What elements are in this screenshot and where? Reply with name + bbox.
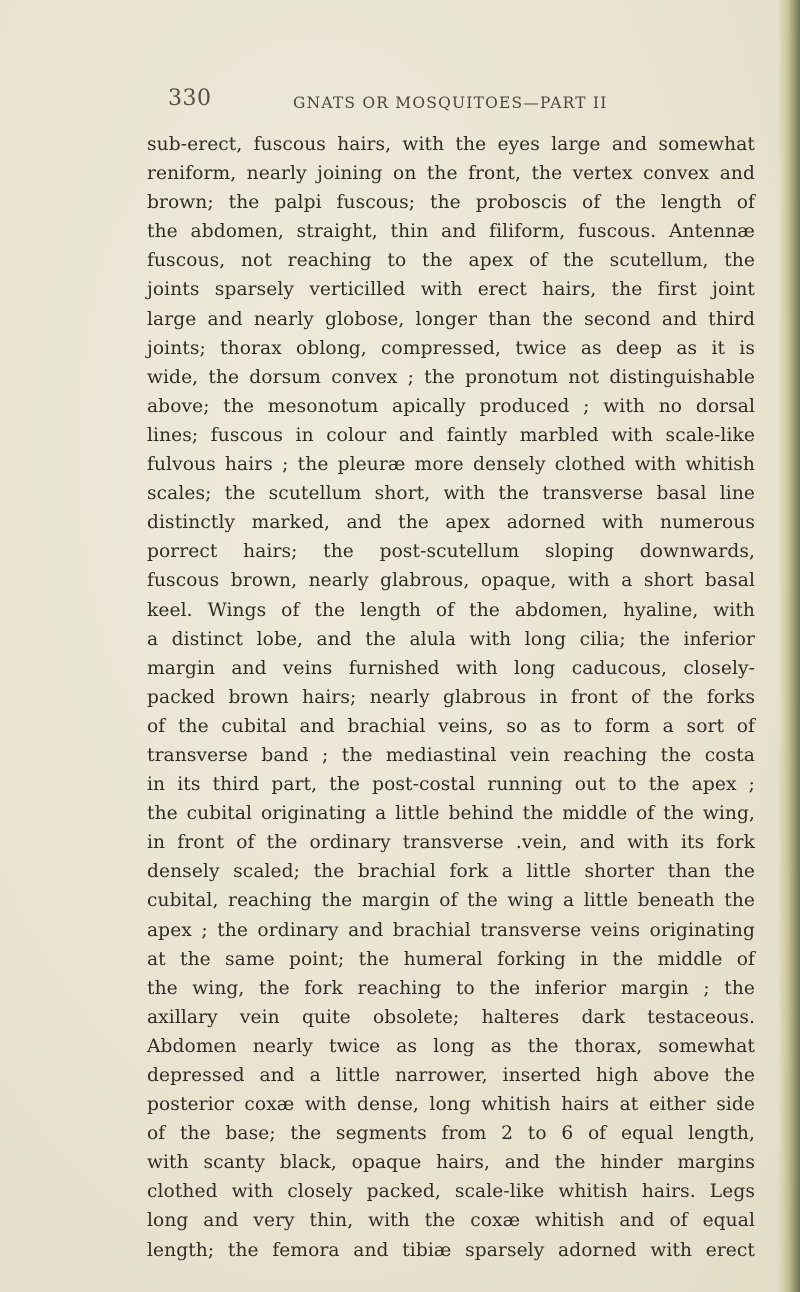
text-line: clothed with closely packed, scale-like whitish hairs. Legs bbox=[147, 1181, 755, 1203]
text-line: large and nearly globose, longer than the second and third bbox=[147, 308, 755, 330]
text-line: scales; the scutellum short, with the transverse basal line bbox=[147, 483, 755, 505]
text-line: joints; thorax oblong, compressed, twice as deep as it is bbox=[147, 337, 755, 359]
text-line: the cubital originating a little behind the middle of the wing, bbox=[147, 803, 755, 825]
running-title: GNATS OR MOSQUITOES—PART II bbox=[293, 94, 608, 112]
text-line: margin and veins furnished with long caducous, closely- bbox=[147, 657, 755, 679]
text-line: cubital, reaching the margin of the wing a little beneath the bbox=[147, 890, 755, 912]
text-line: fuscous brown, nearly glabrous, opaque, with a short basal bbox=[147, 570, 755, 592]
text-line: brown; the palpi fuscous; the proboscis of the length of bbox=[147, 192, 755, 214]
text-line: depressed and a little narrower, inserted high above the bbox=[147, 1065, 755, 1086]
text-line: at the same point; the humeral forking in the middle of bbox=[147, 948, 755, 970]
text-line: posterior coxæ with dense, long whitish hairs at either side bbox=[147, 1094, 755, 1116]
page-binding-edge bbox=[778, 0, 800, 1292]
text-line: the abdomen, straight, thin and filiform, fuscous. Antennæ bbox=[147, 221, 755, 243]
page-number: 330 bbox=[168, 86, 212, 111]
text-line: above; the mesonotum apically produced ; with no dorsal bbox=[147, 395, 755, 417]
text-line: apex ; the ordinary and brachial transverse veins originating bbox=[147, 919, 755, 941]
text-line: sub-erect, fuscous hairs, with the eyes large and somewhat bbox=[147, 134, 755, 155]
text-line: Abdomen nearly twice as long as the thorax, somewhat bbox=[147, 1035, 755, 1057]
text-line: distinctly marked, and the apex adorned with numerous bbox=[147, 512, 755, 534]
page-header bbox=[168, 86, 768, 116]
text-line: fulvous hairs ; the pleuræ more densely clothed with whitish bbox=[147, 454, 755, 476]
text-line: packed brown hairs; nearly glabrous in front of the forks bbox=[147, 686, 755, 708]
text-line: wide, the dorsum convex ; the pronotum not distinguishable bbox=[147, 366, 755, 388]
text-line: keel. Wings of the length of the abdomen, hyaline, with bbox=[147, 599, 755, 621]
text-line: a distinct lobe, and the alula with long cilia; the inferior bbox=[147, 628, 755, 650]
text-line: fuscous, not reaching to the apex of the scutellum, the bbox=[147, 250, 755, 272]
text-line: long and very thin, with the coxæ whitish and of equal bbox=[147, 1210, 755, 1232]
text-line: the wing, the fork reaching to the inferior margin ; the bbox=[147, 977, 755, 999]
body-text bbox=[147, 130, 755, 1265]
text-line: length; the femora and tibiæ sparsely adorned with erect bbox=[147, 1239, 755, 1261]
text-line: axillary vein quite obsolete; halteres dark testaceous. bbox=[147, 1006, 755, 1028]
text-line: in its third part, the post-costal running out to the apex ; bbox=[147, 774, 755, 796]
text-line: densely scaled; the brachial fork a little shorter than the bbox=[147, 861, 755, 883]
text-line: of the base; the segments from 2 to 6 of equal length, bbox=[147, 1123, 755, 1145]
text-line: of the cubital and brachial veins, so as to form a sort of bbox=[147, 715, 755, 737]
text-line: porrect hairs; the post-scutellum sloping downwards, bbox=[147, 541, 755, 563]
text-line: transverse band ; the mediastinal vein reaching the costa bbox=[147, 744, 755, 766]
text-line: reniform, nearly joining on the front, the vertex convex and bbox=[147, 163, 755, 185]
text-line: with scanty black, opaque hairs, and the hinder margins bbox=[147, 1152, 755, 1174]
text-line: joints sparsely verticilled with erect hairs, the first joint bbox=[147, 279, 755, 301]
text-line: lines; fuscous in colour and faintly marbled with scale-like bbox=[147, 424, 755, 446]
text-line: in front of the ordinary transverse .vein, and with its fork bbox=[147, 832, 755, 854]
